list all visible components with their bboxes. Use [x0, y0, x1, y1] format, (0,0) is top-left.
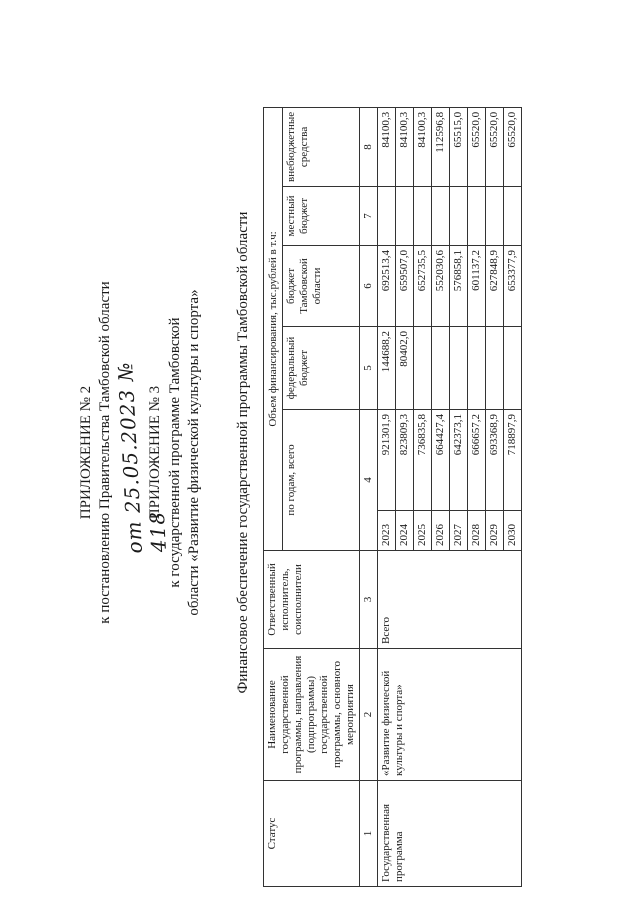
local-cell	[432, 187, 450, 246]
total-cell: 718897,9	[504, 410, 522, 511]
local-cell	[396, 187, 414, 246]
column-index: 7	[360, 187, 378, 246]
regional-cell: 652735,5	[414, 246, 432, 327]
federal-cell	[414, 327, 432, 410]
year-cell: 2025	[414, 511, 432, 551]
year-cell: 2030	[504, 511, 522, 551]
column-index: 2	[360, 649, 378, 781]
column-index: 5	[360, 327, 378, 410]
total-cell: 921301,9	[378, 410, 396, 511]
federal-cell: 144688,2	[378, 327, 396, 410]
handwritten-date-number: от 25.05.2023 № 418	[112, 360, 171, 555]
col-header-local: местный бюджет	[283, 187, 360, 246]
resolution-reference: к постановлению Правительства Тамбовской области	[97, 281, 113, 624]
col-header-by-years: по годам, всего	[283, 410, 360, 551]
federal-cell	[432, 327, 450, 410]
status-cell: Государственная программа	[378, 781, 522, 887]
col-header-regional: бюджет Тамбовской области	[283, 246, 360, 327]
year-cell: 2028	[468, 511, 486, 551]
program-reference-line-1: к государственной программе Тамбовской	[167, 317, 183, 588]
executor-cell: Всего	[378, 551, 522, 649]
extrabudget-cell: 65520,0	[504, 107, 522, 186]
col-header-extrabudget: внебюджетные средства	[283, 107, 360, 186]
regional-cell: 659507,0	[396, 246, 414, 327]
total-cell: 823809,3	[396, 410, 414, 511]
appendix-2-heading: ПРИЛОЖЕНИЕ № 2	[78, 385, 94, 520]
local-cell	[378, 187, 396, 246]
regional-cell: 576858,1	[450, 246, 468, 327]
total-cell: 642373,1	[450, 410, 468, 511]
column-index: 1	[360, 781, 378, 887]
extrabudget-cell: 84100,3	[378, 107, 396, 186]
extrabudget-cell: 84100,3	[414, 107, 432, 186]
federal-cell: 80402,0	[396, 327, 414, 410]
column-index: 3	[360, 551, 378, 649]
federal-cell	[468, 327, 486, 410]
regional-cell: 653377,9	[504, 246, 522, 327]
extrabudget-cell: 65520,0	[486, 107, 504, 186]
total-cell: 693368,9	[486, 410, 504, 511]
year-cell: 2027	[450, 511, 468, 551]
local-cell	[414, 187, 432, 246]
federal-cell	[486, 327, 504, 410]
regional-cell: 692513,4	[378, 246, 396, 327]
financing-table	[263, 107, 522, 887]
federal-cell	[504, 327, 522, 410]
local-cell	[450, 187, 468, 246]
col-header-executor: Ответственный исполнитель, соисполнители	[264, 551, 360, 649]
local-cell	[504, 187, 522, 246]
col-header-federal: федеральный бюджет	[283, 327, 360, 410]
regional-cell: 627848,9	[486, 246, 504, 327]
regional-cell: 552030,6	[432, 246, 450, 327]
column-index: 6	[360, 246, 378, 327]
year-cell: 2024	[396, 511, 414, 551]
appendix-3-heading: ПРИЛОЖЕНИЕ № 3	[147, 385, 163, 520]
table-row	[378, 107, 396, 886]
program-name-cell: «Развитие физической культуры и спорта»	[378, 649, 522, 781]
col-header-financing-volume: Объем финансирования, тыс.рублей в т.ч:	[264, 107, 283, 550]
local-cell	[486, 187, 504, 246]
year-cell: 2023	[378, 511, 396, 551]
year-cell: 2026	[432, 511, 450, 551]
page-title: Финансовое обеспечение государственной программы Тамбовской области	[235, 211, 251, 694]
total-cell: 666657,2	[468, 410, 486, 511]
total-cell: 664427,4	[432, 410, 450, 511]
extrabudget-cell: 112596,8	[432, 107, 450, 186]
col-header-name: Наименование государственной программы, направления (подпрограммы) государственной программы, основного мероприятия	[264, 649, 360, 781]
extrabudget-cell: 65520,0	[468, 107, 486, 186]
year-cell: 2029	[486, 511, 504, 551]
regional-cell: 601137,2	[468, 246, 486, 327]
column-index: 4	[360, 410, 378, 551]
local-cell	[468, 187, 486, 246]
extrabudget-cell: 65515,0	[450, 107, 468, 186]
column-index: 8	[360, 107, 378, 186]
total-cell: 736835,8	[414, 410, 432, 511]
federal-cell	[450, 327, 468, 410]
col-header-status: Статус	[264, 781, 360, 887]
program-reference-line-2: области «Развитие физической культуры и спорта»	[186, 289, 202, 616]
extrabudget-cell: 84100,3	[396, 107, 414, 186]
